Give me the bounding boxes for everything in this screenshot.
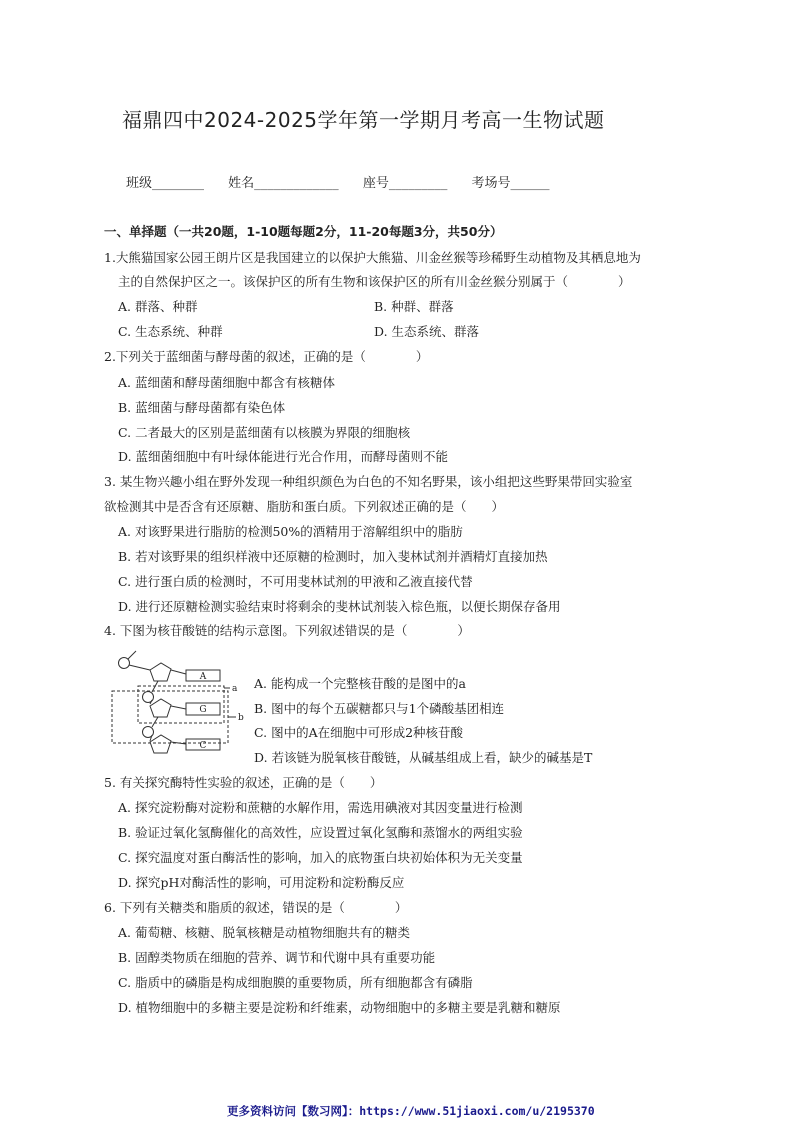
seat-field: 座号_________ [362, 176, 448, 191]
nucleotide-chain-figure [108, 648, 256, 766]
q5-stem: 5. 有关探究酶特性实验的叙述，正确的是（ ） [104, 775, 383, 790]
page-title: 福鼎四中2024-2025学年第一学期月考高一生物试题 [122, 108, 605, 132]
fig-base-a: A [199, 672, 207, 682]
q3-stem-line2: 欲检测其中是否含有还原糖、脂肪和蛋白质。下列叙述正确的是（ ） [104, 499, 505, 514]
student-info [126, 172, 569, 191]
fig-base-g: G [199, 705, 207, 715]
section-heading: 一、单择题（一共20题，1-10题每题2分，11-20每题3分，共50分） [104, 224, 503, 239]
q2-option-c: C. 二者最大的区别是蓝细菌有以核膜为界限的细胞核 [118, 425, 411, 440]
q5-option-c: C. 探究温度对蛋白酶活性的影响，加入的底物蛋白块初始体积为无关变量 [118, 850, 523, 865]
q6-stem: 6. 下列有关糖类和脂质的叙述，错误的是（ ） [104, 900, 408, 915]
fig-label-a: a [232, 684, 238, 694]
fig-base-c: C [199, 741, 207, 751]
fig-label-b: b [238, 713, 244, 723]
q2-stem: 2.下列关于蓝细菌与酵母菌的叙述，正确的是（ ） [104, 349, 429, 364]
q2-option-b: B. 蓝细菌与酵母菌都有染色体 [118, 400, 286, 415]
q3-option-d: D. 进行还原糖检测实验结束时将剩余的斐林试剂装入棕色瓶，以便长期保存备用 [118, 599, 561, 614]
room-field: 考场号______ [471, 176, 550, 191]
q5-option-b: B. 验证过氧化氢酶催化的高效性，应设置过氧化氢酶和蒸馏水的两组实验 [118, 825, 523, 840]
q4-option-c: C. 图中的A在细胞中可形成2种核苷酸 [254, 725, 464, 740]
q5-option-d: D. 探究pH对酶活性的影响，可用淀粉和淀粉酶反应 [118, 875, 405, 890]
q6-option-d: D. 植物细胞中的多糖主要是淀粉和纤维素，动物细胞中的多糖主要是乳糖和糖原 [118, 1000, 561, 1015]
q4-option-b: B. 图中的每个五碳糖都只与1个磷酸基团相连 [254, 701, 505, 716]
q6-option-b: B. 固醇类物质在细胞的营养、调节和代谢中具有重要功能 [118, 950, 436, 965]
footer-link[interactable]: 更多资料访问【数习网】：https://www.51jiaoxi.com/u/2195370 [227, 1104, 595, 1118]
q1-option-d: D. 生态系统、群落 [374, 324, 480, 339]
name-field: 姓名_____________ [228, 176, 339, 191]
q4-option-d: D. 若该链为脱氧核苷酸链，从碱基组成上看，缺少的碱基是T [254, 750, 593, 765]
q6-option-a: A. 葡萄糖、核糖、脱氧核糖是动植物细胞共有的糖类 [118, 925, 410, 940]
q1-stem-line1: 1.大熊猫国家公园王朗片区是我国建立的以保护大熊猫、川金丝猴等珍稀野生动植物及其栖息地为 [104, 250, 641, 265]
q4-stem: 4. 下图为核苷酸链的结构示意图。下列叙述错误的是（ ） [104, 623, 470, 638]
q3-option-c: C. 进行蛋白质的检测时，不可用斐林试剂的甲液和乙液直接代替 [118, 574, 473, 589]
q5-option-a: A. 探究淀粉酶对淀粉和蔗糖的水解作用，需选用碘液对其因变量进行检测 [118, 800, 523, 815]
q6-option-c: C. 脂质中的磷脂是构成细胞膜的重要物质，所有细胞都含有磷脂 [118, 975, 473, 990]
q3-option-b: B. 若对该野果的组织样液中还原糖的检测时，加入斐林试剂并酒精灯直接加热 [118, 549, 548, 564]
q1-option-c: C. 生态系统、种群 [118, 324, 223, 339]
class-field: 班级________ [126, 176, 205, 191]
q1-option-a: A. 群落、种群 [118, 299, 198, 314]
q2-option-d: D. 蓝细菌细胞中有叶绿体能进行光合作用，而酵母菌则不能 [118, 449, 449, 464]
q4-option-a: A. 能构成一个完整核苷酸的是图中的a [254, 676, 466, 691]
q1-option-b: B. 种群、群落 [374, 299, 454, 314]
q3-option-a: A. 对该野果进行脂肪的检测50%的酒精用于溶解组织中的脂肪 [118, 524, 463, 539]
q1-stem-line2: 主的自然保护区之一。该保护区的所有生物和该保护区的所有川金丝猴分别属于（ ） [118, 274, 631, 289]
q3-stem-line1: 3. 某生物兴趣小组在野外发现一种组织颜色为白色的不知名野果，该小组把这些野果带回实验室 [104, 474, 633, 489]
q2-option-a: A. 蓝细菌和酵母菌细胞中都含有核糖体 [118, 375, 335, 390]
